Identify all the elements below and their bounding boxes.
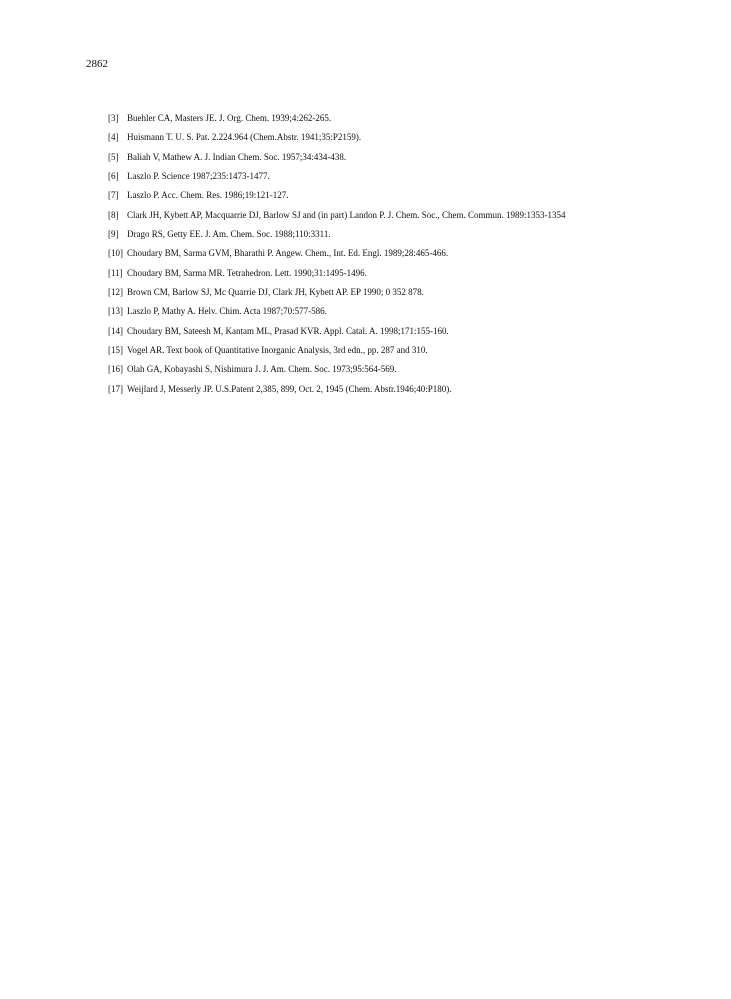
reference-text: Laszlo P. Science 1987;235:1473-1477. [127,171,270,182]
reference-text: Choudary BM, Sarma GVM, Bharathi P. Angew. Chem., Int. Ed. Engl. 1989;28:465-466. [127,248,449,259]
reference-item [108,228,708,247]
reference-item [108,131,708,150]
reference-text: Vogel AR. Text book of Quantitative Inorganic Analysis, 3rd edn., pp. 287 and 310. [127,345,428,356]
reference-item [108,247,708,266]
reference-text: Choudary BM, Sateesh M, Kantam ML, Prasad KVR. Appl. Catal. A. 1998;171:155-160. [127,325,449,336]
reference-text: Olah GA, Kobayashi S, Nishimura J. J. Am. Chem. Soc. 1973;95:564-569. [127,364,397,375]
reference-text: Choudary BM, Sarma MR. Tetrahedron. Lett. 1990;31:1495-1496. [127,267,367,278]
reference-item [108,305,708,324]
reference-text: Clark JH, Kybett AP, Macquarrie DJ, Barlow SJ and (in part) Landon P. J. Chem. Soc., Chem. Commun. 1989:1353-1354 [127,209,566,220]
reference-number: [17] [108,383,123,394]
reference-number: [12] [108,287,123,298]
reference-text: Brown CM, Barlow SJ, Mc Quarrie DJ, Clark JH, Kybett AP. EP 1990; 0 352 878. [127,287,424,298]
reference-text: Laszlo P. Acc. Chem. Res. 1986;19:121-127. [127,190,289,201]
reference-number: [11] [108,267,123,278]
reference-text: Buehler CA, Masters JE. J. Org. Chem. 1939;4:262-265. [127,113,332,123]
reference-item [108,189,708,208]
reference-item [108,209,708,228]
reference-text: Baliah V, Mathew A. J. Indian Chem. Soc. 1957;34:434-438. [127,151,347,162]
reference-item [108,286,708,305]
reference-item [108,344,708,363]
reference-item [108,112,708,131]
reference-number: [8] [108,209,119,220]
reference-number: [16] [108,364,123,375]
reference-text: Laszlo P, Mathy A. Helv. Chim. Acta 1987;70:577-586. [127,306,327,317]
reference-number: [15] [108,345,123,356]
reference-number: [10] [108,248,123,259]
reference-item [108,170,708,189]
reference-text: Drago RS, Getty EE. J. Am. Chem. Soc. 1988;110:3311. [127,229,331,240]
page-number: 2862 [86,58,108,70]
reference-item [108,325,708,344]
reference-number: [9] [108,229,119,240]
reference-item [108,267,708,286]
reference-item [108,151,708,170]
reference-number: [13] [108,306,123,317]
reference-number: [3] [108,113,119,123]
reference-number: [7] [108,190,119,201]
reference-list [108,112,708,402]
reference-number: [4] [108,132,119,143]
reference-item [108,383,708,402]
reference-text: Weijlard J, Messerly JP. U.S.Patent 2,385, 899, Oct. 2, 1945 (Chem. Abstr.1946;40:P180). [127,383,452,394]
reference-number: [5] [108,151,119,162]
reference-item [108,363,708,382]
reference-text: Huismann T. U. S. Pat. 2.224.964 (Chem.Abstr. 1941;35:P2159). [127,132,362,143]
reference-number: [6] [108,171,119,182]
reference-number: [14] [108,325,123,336]
